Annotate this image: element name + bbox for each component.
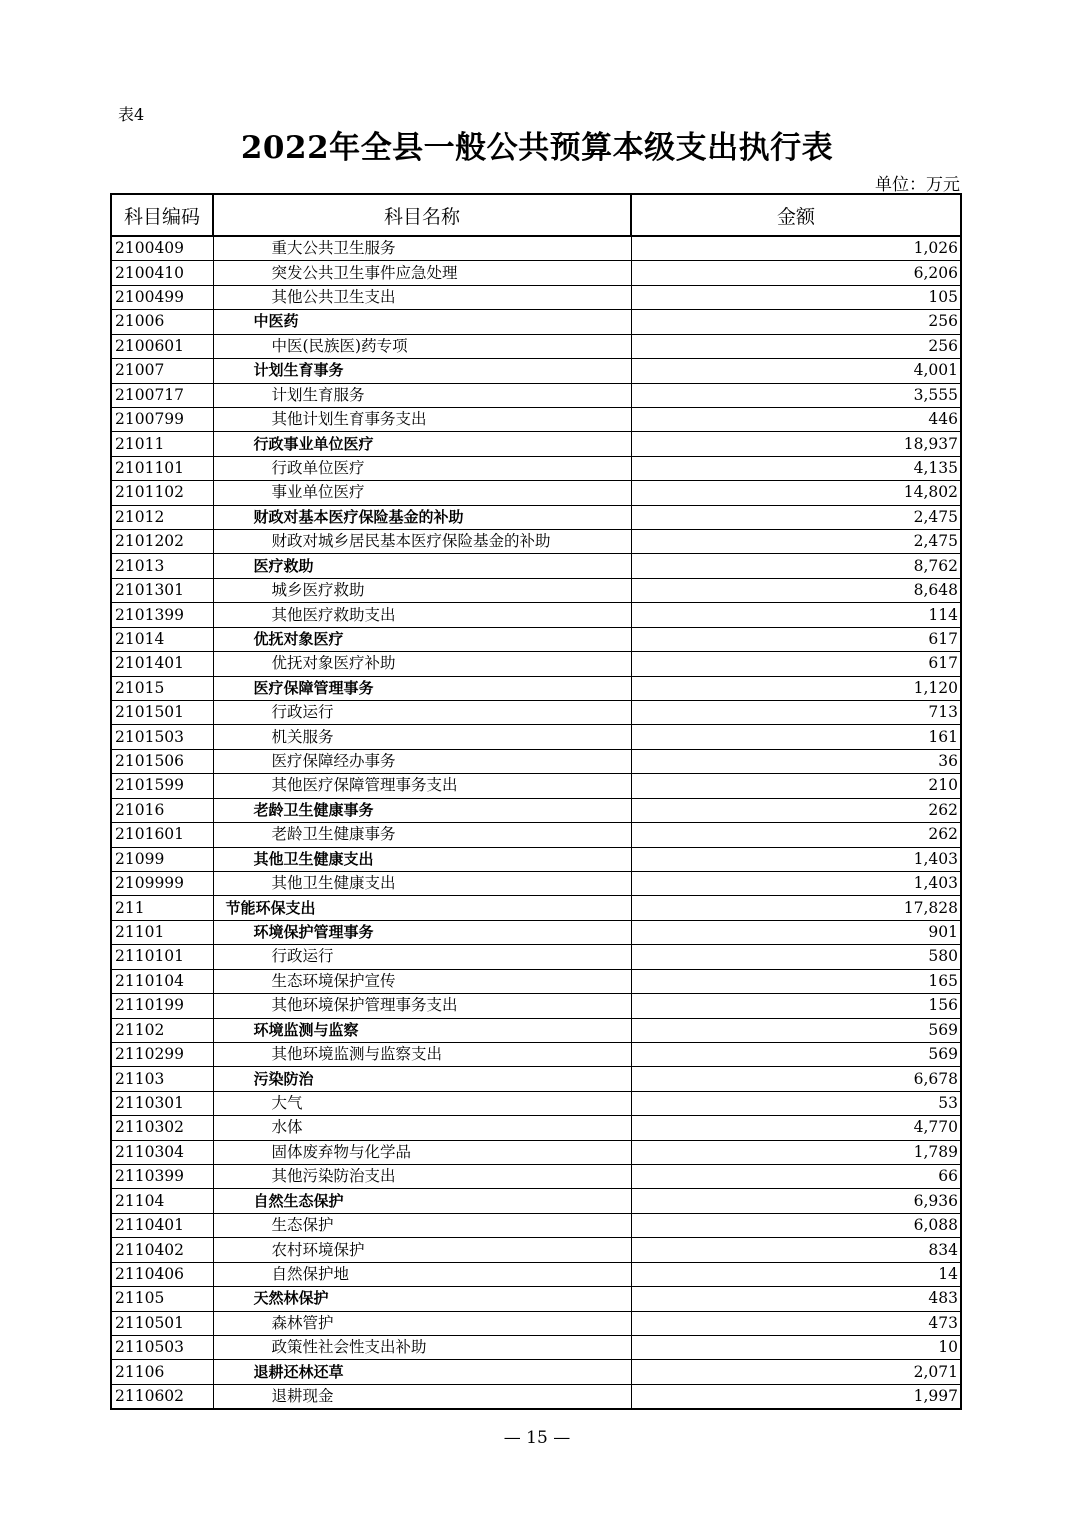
row-amount: 14,802 [631,481,961,505]
row-name: 其他公共卫生支出 [213,285,631,309]
table-row [111,1262,961,1286]
table-row [111,774,961,798]
table-row [111,1311,961,1335]
row-name: 机关服务 [213,725,631,749]
row-code: 2110199 [111,994,213,1018]
table-row [111,1384,961,1409]
row-code: 2101301 [111,578,213,602]
row-amount: 617 [631,627,961,651]
row-code: 2110602 [111,1384,213,1409]
unit-label: 单位：万元 [875,175,960,195]
table-row [111,334,961,358]
row-code: 21102 [111,1018,213,1042]
row-name: 计划生育服务 [213,383,631,407]
table-row [111,1116,961,1140]
row-name: 其他卫生健康支出 [213,871,631,895]
row-name: 退耕现金 [213,1384,631,1409]
row-amount: 569 [631,1042,961,1066]
row-name: 优抚对象医疗补助 [213,652,631,676]
row-amount: 6,206 [631,261,961,285]
row-code: 2110302 [111,1116,213,1140]
row-code: 2110299 [111,1042,213,1066]
row-name: 大气 [213,1091,631,1115]
header-name: 科目名称 [213,194,631,236]
row-name: 医疗救助 [213,554,631,578]
row-code: 2101601 [111,823,213,847]
page-title: 2022年全县一般公共预算本级支出执行表 [240,130,834,166]
table-row [111,1042,961,1066]
row-name: 环境监测与监察 [213,1018,631,1042]
row-name: 退耕还林还草 [213,1360,631,1384]
table-header-row [111,194,961,236]
row-name: 生态环境保护宣传 [213,969,631,993]
row-code: 2101399 [111,603,213,627]
row-name: 森林管护 [213,1311,631,1335]
row-amount: 834 [631,1238,961,1262]
table-row [111,1067,961,1091]
row-code: 2101503 [111,725,213,749]
table-row [111,823,961,847]
row-amount: 256 [631,310,961,334]
table-row [111,725,961,749]
row-name: 节能环保支出 [213,896,631,920]
table-row [111,847,961,871]
row-code: 2100799 [111,407,213,431]
row-amount: 483 [631,1287,961,1311]
table-row [111,310,961,334]
row-amount: 6,678 [631,1067,961,1091]
row-name: 其他污染防治支出 [213,1165,631,1189]
table-row [111,701,961,725]
row-amount: 2,475 [631,505,961,529]
row-amount: 18,937 [631,432,961,456]
row-code: 21016 [111,798,213,822]
row-code: 21103 [111,1067,213,1091]
row-code: 2100409 [111,236,213,261]
row-name: 重大公共卫生服务 [213,236,631,261]
row-amount: 262 [631,823,961,847]
row-amount: 1,026 [631,236,961,261]
row-code: 21006 [111,310,213,334]
row-amount: 8,648 [631,578,961,602]
row-code: 2101101 [111,456,213,480]
table-row [111,652,961,676]
row-code: 2110399 [111,1165,213,1189]
table-row [111,1287,961,1311]
row-code: 2101102 [111,481,213,505]
row-name: 自然生态保护 [213,1189,631,1213]
row-name: 突发公共卫生事件应急处理 [213,261,631,285]
header-code: 科目编码 [111,194,213,236]
table-row [111,1335,961,1359]
row-name: 中医(民族医)药专项 [213,334,631,358]
row-amount: 6,088 [631,1213,961,1237]
table-row [111,261,961,285]
row-amount: 2,475 [631,530,961,554]
row-name: 计划生育事务 [213,359,631,383]
row-name: 财政对基本医疗保险基金的补助 [213,505,631,529]
row-amount: 1,997 [631,1384,961,1409]
row-amount: 114 [631,603,961,627]
table-row [111,578,961,602]
row-code: 21106 [111,1360,213,1384]
row-amount: 36 [631,749,961,773]
row-code: 21014 [111,627,213,651]
table-row [111,1213,961,1237]
row-amount: 580 [631,945,961,969]
table-row [111,994,961,1018]
table-row [111,871,961,895]
row-amount: 6,936 [631,1189,961,1213]
row-amount: 1,120 [631,676,961,700]
row-name: 其他医疗救助支出 [213,603,631,627]
table-label: 表4 [118,105,145,124]
row-code: 2110503 [111,1335,213,1359]
row-amount: 4,770 [631,1116,961,1140]
row-name: 政策性社会性支出补助 [213,1335,631,1359]
row-amount: 4,001 [631,359,961,383]
table-row [111,896,961,920]
row-amount: 901 [631,920,961,944]
table-row [111,554,961,578]
row-code: 2101599 [111,774,213,798]
row-amount: 210 [631,774,961,798]
row-name: 其他环境监测与监察支出 [213,1042,631,1066]
row-amount: 262 [631,798,961,822]
row-code: 21007 [111,359,213,383]
row-code: 2101501 [111,701,213,725]
row-code: 2110406 [111,1262,213,1286]
table-row [111,383,961,407]
budget-table [110,193,962,1410]
row-amount: 1,403 [631,847,961,871]
row-code: 21101 [111,920,213,944]
table-row [111,530,961,554]
row-name: 行政运行 [213,945,631,969]
row-amount: 161 [631,725,961,749]
row-amount: 66 [631,1165,961,1189]
row-amount: 446 [631,407,961,431]
row-amount: 53 [631,1091,961,1115]
row-code: 2110301 [111,1091,213,1115]
row-amount: 617 [631,652,961,676]
row-code: 2101506 [111,749,213,773]
row-amount: 165 [631,969,961,993]
row-code: 2110401 [111,1213,213,1237]
table-row [111,432,961,456]
row-name: 优抚对象医疗 [213,627,631,651]
row-name: 污染防治 [213,1067,631,1091]
row-amount: 4,135 [631,456,961,480]
row-name: 天然林保护 [213,1287,631,1311]
row-code: 2100499 [111,285,213,309]
row-code: 2110402 [111,1238,213,1262]
table-body [111,236,961,1409]
row-amount: 10 [631,1335,961,1359]
table-row [111,1165,961,1189]
row-code: 21104 [111,1189,213,1213]
row-code: 21105 [111,1287,213,1311]
row-name: 财政对城乡居民基本医疗保险基金的补助 [213,530,631,554]
row-name: 行政事业单位医疗 [213,432,631,456]
table-row [111,749,961,773]
table-row [111,285,961,309]
row-code: 2110104 [111,969,213,993]
row-name: 其他计划生育事务支出 [213,407,631,431]
row-name: 行政单位医疗 [213,456,631,480]
row-code: 21013 [111,554,213,578]
row-code: 21099 [111,847,213,871]
row-code: 2101401 [111,652,213,676]
row-code: 2101202 [111,530,213,554]
table-row [111,1018,961,1042]
row-amount: 569 [631,1018,961,1042]
row-amount: 14 [631,1262,961,1286]
row-name: 老龄卫生健康事务 [213,823,631,847]
row-amount: 2,071 [631,1360,961,1384]
row-name: 医疗保障经办事务 [213,749,631,773]
table-row [111,920,961,944]
row-name: 其他环境保护管理事务支出 [213,994,631,1018]
row-name: 其他卫生健康支出 [213,847,631,871]
table-row [111,627,961,651]
row-code: 21015 [111,676,213,700]
row-code: 2100601 [111,334,213,358]
row-name: 农村环境保护 [213,1238,631,1262]
table-row [111,945,961,969]
row-name: 医疗保障管理事务 [213,676,631,700]
row-name: 其他医疗保障管理事务支出 [213,774,631,798]
row-name: 老龄卫生健康事务 [213,798,631,822]
row-amount: 473 [631,1311,961,1335]
row-amount: 1,789 [631,1140,961,1164]
row-amount: 156 [631,994,961,1018]
table-row [111,603,961,627]
row-amount: 1,403 [631,871,961,895]
row-amount: 8,762 [631,554,961,578]
table-row [111,481,961,505]
table-row [111,236,961,261]
row-amount: 3,555 [631,383,961,407]
page-number: — 15 — [503,1428,571,1448]
row-code: 2100717 [111,383,213,407]
row-name: 环境保护管理事务 [213,920,631,944]
row-amount: 256 [631,334,961,358]
table-row [111,798,961,822]
row-name: 行政运行 [213,701,631,725]
table-row [111,1140,961,1164]
row-code: 2110501 [111,1311,213,1335]
row-amount: 17,828 [631,896,961,920]
table-row [111,456,961,480]
row-code: 2100410 [111,261,213,285]
row-name: 固体废弃物与化学品 [213,1140,631,1164]
table-row [111,505,961,529]
row-name: 生态保护 [213,1213,631,1237]
table-row [111,676,961,700]
row-name: 中医药 [213,310,631,334]
row-name: 自然保护地 [213,1262,631,1286]
table-row [111,1091,961,1115]
row-code: 211 [111,896,213,920]
row-name: 事业单位医疗 [213,481,631,505]
row-code: 2109999 [111,871,213,895]
row-amount: 713 [631,701,961,725]
table-row [111,1360,961,1384]
table-row [111,1189,961,1213]
row-code: 2110304 [111,1140,213,1164]
row-name: 城乡医疗救助 [213,578,631,602]
table-row [111,407,961,431]
table-row [111,969,961,993]
row-code: 21011 [111,432,213,456]
row-code: 21012 [111,505,213,529]
table-row [111,359,961,383]
row-amount: 105 [631,285,961,309]
header-amount: 金额 [631,194,961,236]
row-name: 水体 [213,1116,631,1140]
row-code: 2110101 [111,945,213,969]
table-row [111,1238,961,1262]
